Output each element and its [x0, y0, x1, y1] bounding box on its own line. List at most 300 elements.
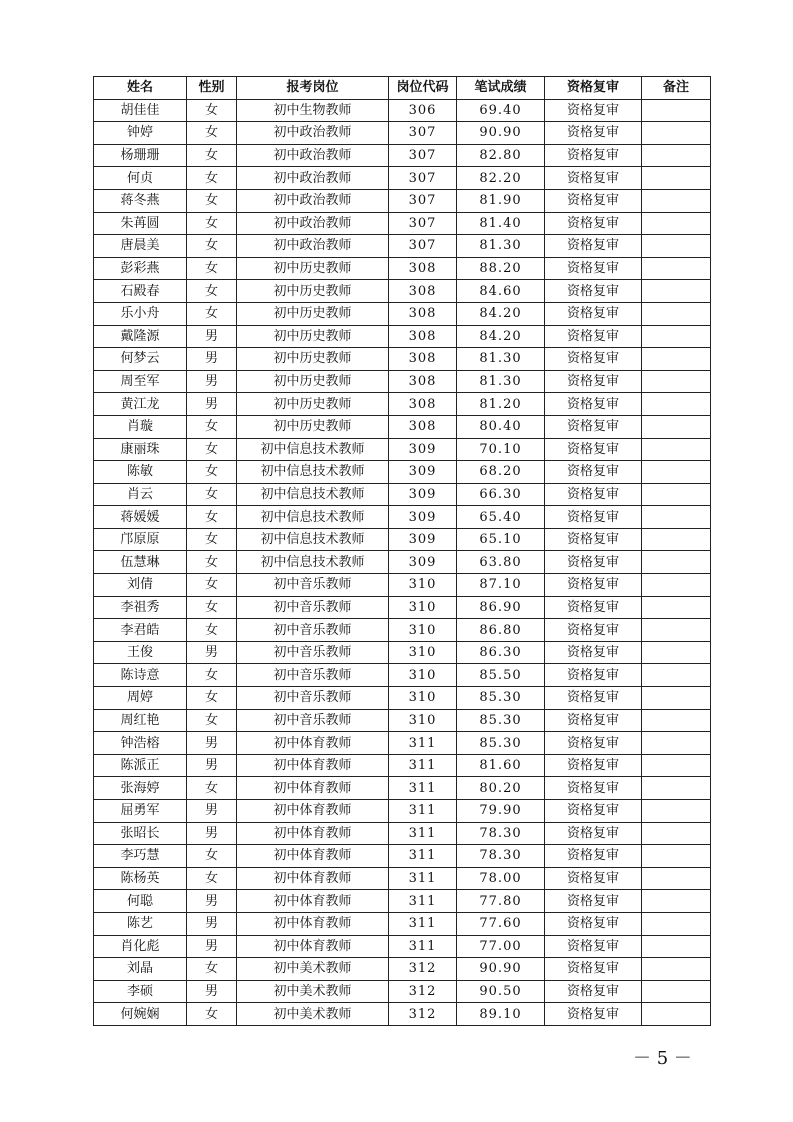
cell-remarks — [642, 867, 711, 890]
cell-name: 蒋媛媛 — [94, 506, 187, 529]
cell-position-code: 311 — [389, 732, 457, 755]
cell-position: 初中政治教师 — [237, 212, 389, 235]
table-row — [94, 845, 711, 868]
cell-position-code: 312 — [389, 958, 457, 981]
cell-remarks — [642, 483, 711, 506]
cell-remarks — [642, 99, 711, 122]
cell-gender: 女 — [187, 461, 237, 484]
cell-gender: 男 — [187, 732, 237, 755]
table-row — [94, 348, 711, 371]
cell-remarks — [642, 461, 711, 484]
cell-qualification-review: 资格复审 — [545, 99, 642, 122]
cell-remarks — [642, 167, 711, 190]
cell-remarks — [642, 302, 711, 325]
cell-qualification-review: 资格复审 — [545, 890, 642, 913]
cell-written-score: 80.20 — [457, 777, 545, 800]
cell-position-code: 309 — [389, 528, 457, 551]
cell-position-code: 309 — [389, 461, 457, 484]
cell-position-code: 312 — [389, 1003, 457, 1026]
cell-name: 屈勇军 — [94, 800, 187, 823]
cell-remarks — [642, 732, 711, 755]
cell-gender: 女 — [187, 528, 237, 551]
cell-remarks — [642, 980, 711, 1003]
cell-gender: 女 — [187, 167, 237, 190]
cell-name: 石殿春 — [94, 280, 187, 303]
cell-remarks — [642, 280, 711, 303]
cell-gender: 女 — [187, 1003, 237, 1026]
cell-written-score: 78.00 — [457, 867, 545, 890]
cell-name: 钟婷 — [94, 122, 187, 145]
cell-written-score: 85.30 — [457, 687, 545, 710]
cell-qualification-review: 资格复审 — [545, 212, 642, 235]
cell-qualification-review: 资格复审 — [545, 664, 642, 687]
table-row — [94, 596, 711, 619]
header-position-code: 岗位代码 — [389, 77, 457, 100]
cell-position: 初中政治教师 — [237, 167, 389, 190]
cell-qualification-review: 资格复审 — [545, 415, 642, 438]
cell-qualification-review: 资格复审 — [545, 822, 642, 845]
cell-name: 蒋冬燕 — [94, 189, 187, 212]
cell-gender: 女 — [187, 99, 237, 122]
cell-position: 初中信息技术教师 — [237, 551, 389, 574]
cell-name: 何聪 — [94, 890, 187, 913]
cell-position-code: 310 — [389, 596, 457, 619]
cell-qualification-review: 资格复审 — [545, 302, 642, 325]
cell-qualification-review: 资格复审 — [545, 709, 642, 732]
table-row — [94, 687, 711, 710]
cell-position: 初中音乐教师 — [237, 687, 389, 710]
cell-written-score: 81.30 — [457, 370, 545, 393]
header-remarks: 备注 — [642, 77, 711, 100]
cell-name: 彭彩燕 — [94, 257, 187, 280]
cell-remarks — [642, 687, 711, 710]
cell-written-score: 82.20 — [457, 167, 545, 190]
table-row — [94, 528, 711, 551]
cell-name: 何贞 — [94, 167, 187, 190]
cell-written-score: 81.20 — [457, 393, 545, 416]
cell-qualification-review: 资格复审 — [545, 438, 642, 461]
cell-remarks — [642, 348, 711, 371]
cell-position: 初中音乐教师 — [237, 709, 389, 732]
cell-qualification-review: 资格复审 — [545, 574, 642, 597]
cell-remarks — [642, 800, 711, 823]
cell-remarks — [642, 709, 711, 732]
cell-position-code: 307 — [389, 122, 457, 145]
table-row — [94, 257, 711, 280]
cell-gender: 男 — [187, 935, 237, 958]
cell-position: 初中音乐教师 — [237, 619, 389, 642]
cell-name: 胡佳佳 — [94, 99, 187, 122]
cell-position: 初中生物教师 — [237, 99, 389, 122]
cell-gender: 女 — [187, 506, 237, 529]
cell-written-score: 63.80 — [457, 551, 545, 574]
cell-position: 初中信息技术教师 — [237, 528, 389, 551]
cell-position-code: 310 — [389, 574, 457, 597]
cell-name: 周婷 — [94, 687, 187, 710]
cell-gender: 女 — [187, 687, 237, 710]
cell-name: 刘倩 — [94, 574, 187, 597]
cell-written-score: 78.30 — [457, 822, 545, 845]
cell-position-code: 309 — [389, 483, 457, 506]
cell-written-score: 86.90 — [457, 596, 545, 619]
cell-position: 初中政治教师 — [237, 189, 389, 212]
cell-position-code: 311 — [389, 935, 457, 958]
cell-name: 杨珊珊 — [94, 144, 187, 167]
cell-qualification-review: 资格复审 — [545, 280, 642, 303]
cell-position: 初中信息技术教师 — [237, 506, 389, 529]
cell-name: 肖璇 — [94, 415, 187, 438]
cell-remarks — [642, 641, 711, 664]
header-row — [94, 77, 711, 100]
cell-position: 初中历史教师 — [237, 393, 389, 416]
cell-position-code: 310 — [389, 687, 457, 710]
cell-position-code: 311 — [389, 845, 457, 868]
cell-gender: 女 — [187, 664, 237, 687]
cell-remarks — [642, 189, 711, 212]
cell-remarks — [642, 845, 711, 868]
table-row — [94, 574, 711, 597]
cell-name: 李巧慧 — [94, 845, 187, 868]
cell-position: 初中政治教师 — [237, 235, 389, 258]
cell-position: 初中体育教师 — [237, 935, 389, 958]
header-qualification-review: 资格复审 — [545, 77, 642, 100]
cell-qualification-review: 资格复审 — [545, 370, 642, 393]
cell-position: 初中体育教师 — [237, 912, 389, 935]
cell-gender: 女 — [187, 257, 237, 280]
cell-qualification-review: 资格复审 — [545, 980, 642, 1003]
cell-written-score: 78.30 — [457, 845, 545, 868]
cell-position: 初中美术教师 — [237, 958, 389, 981]
header-written-score: 笔试成绩 — [457, 77, 545, 100]
cell-position-code: 311 — [389, 754, 457, 777]
cell-qualification-review: 资格复审 — [545, 619, 642, 642]
cell-written-score: 89.10 — [457, 1003, 545, 1026]
cell-position: 初中美术教师 — [237, 980, 389, 1003]
cell-position-code: 308 — [389, 415, 457, 438]
table-row — [94, 144, 711, 167]
cell-name: 肖化彪 — [94, 935, 187, 958]
cell-remarks — [642, 777, 711, 800]
table-row — [94, 506, 711, 529]
table-row — [94, 551, 711, 574]
table-row — [94, 235, 711, 258]
cell-gender: 男 — [187, 393, 237, 416]
cell-position: 初中历史教师 — [237, 257, 389, 280]
cell-gender: 男 — [187, 912, 237, 935]
cell-gender: 男 — [187, 348, 237, 371]
cell-qualification-review: 资格复审 — [545, 122, 642, 145]
cell-remarks — [642, 393, 711, 416]
cell-written-score: 90.90 — [457, 958, 545, 981]
cell-position: 初中体育教师 — [237, 754, 389, 777]
cell-remarks — [642, 438, 711, 461]
cell-name: 李君皓 — [94, 619, 187, 642]
cell-name: 黄江龙 — [94, 393, 187, 416]
table-row — [94, 280, 711, 303]
cell-written-score: 85.50 — [457, 664, 545, 687]
cell-name: 周至军 — [94, 370, 187, 393]
cell-position-code: 308 — [389, 257, 457, 280]
cell-remarks — [642, 574, 711, 597]
cell-qualification-review: 资格复审 — [545, 912, 642, 935]
table-row — [94, 438, 711, 461]
cell-gender: 男 — [187, 822, 237, 845]
cell-written-score: 88.20 — [457, 257, 545, 280]
cell-name: 陈派正 — [94, 754, 187, 777]
cell-name: 乐小舟 — [94, 302, 187, 325]
cell-position-code: 308 — [389, 325, 457, 348]
cell-qualification-review: 资格复审 — [545, 393, 642, 416]
cell-name: 何梦云 — [94, 348, 187, 371]
table-row — [94, 619, 711, 642]
cell-position: 初中体育教师 — [237, 732, 389, 755]
cell-written-score: 65.40 — [457, 506, 545, 529]
cell-written-score: 84.20 — [457, 302, 545, 325]
cell-gender: 男 — [187, 370, 237, 393]
cell-position-code: 308 — [389, 370, 457, 393]
cell-qualification-review: 资格复审 — [545, 1003, 642, 1026]
cell-written-score: 85.30 — [457, 732, 545, 755]
cell-position: 初中音乐教师 — [237, 664, 389, 687]
cell-qualification-review: 资格复审 — [545, 167, 642, 190]
table-row — [94, 958, 711, 981]
cell-written-score: 80.40 — [457, 415, 545, 438]
cell-qualification-review: 资格复审 — [545, 461, 642, 484]
cell-gender: 女 — [187, 777, 237, 800]
cell-gender: 女 — [187, 212, 237, 235]
cell-written-score: 84.60 — [457, 280, 545, 303]
cell-remarks — [642, 822, 711, 845]
cell-gender: 女 — [187, 574, 237, 597]
cell-qualification-review: 资格复审 — [545, 935, 642, 958]
cell-qualification-review: 资格复审 — [545, 845, 642, 868]
cell-remarks — [642, 325, 711, 348]
cell-gender: 女 — [187, 302, 237, 325]
cell-position: 初中体育教师 — [237, 845, 389, 868]
cell-position-code: 311 — [389, 890, 457, 913]
cell-gender: 女 — [187, 189, 237, 212]
cell-name: 戴隆源 — [94, 325, 187, 348]
cell-gender: 女 — [187, 619, 237, 642]
cell-position-code: 307 — [389, 167, 457, 190]
table-row — [94, 1003, 711, 1026]
cell-gender: 男 — [187, 800, 237, 823]
cell-qualification-review: 资格复审 — [545, 189, 642, 212]
cell-position-code: 307 — [389, 212, 457, 235]
cell-written-score: 86.30 — [457, 641, 545, 664]
cell-position-code: 310 — [389, 664, 457, 687]
cell-qualification-review: 资格复审 — [545, 958, 642, 981]
cell-position: 初中信息技术教师 — [237, 483, 389, 506]
table-row — [94, 980, 711, 1003]
cell-qualification-review: 资格复审 — [545, 777, 642, 800]
cell-qualification-review: 资格复审 — [545, 800, 642, 823]
cell-written-score: 90.50 — [457, 980, 545, 1003]
cell-position-code: 311 — [389, 800, 457, 823]
cell-remarks — [642, 664, 711, 687]
table-row — [94, 935, 711, 958]
cell-remarks — [642, 144, 711, 167]
table-row — [94, 732, 711, 755]
cell-gender: 女 — [187, 596, 237, 619]
cell-position: 初中历史教师 — [237, 348, 389, 371]
cell-name: 伍慧琳 — [94, 551, 187, 574]
cell-written-score: 81.90 — [457, 189, 545, 212]
table-row — [94, 754, 711, 777]
cell-position: 初中信息技术教师 — [237, 461, 389, 484]
cell-qualification-review: 资格复审 — [545, 596, 642, 619]
cell-written-score: 90.90 — [457, 122, 545, 145]
cell-qualification-review: 资格复审 — [545, 641, 642, 664]
cell-name: 周红艳 — [94, 709, 187, 732]
header-gender: 性别 — [187, 77, 237, 100]
table-row — [94, 890, 711, 913]
cell-gender: 女 — [187, 551, 237, 574]
cell-gender: 女 — [187, 958, 237, 981]
cell-written-score: 66.30 — [457, 483, 545, 506]
cell-position: 初中体育教师 — [237, 800, 389, 823]
table-row — [94, 461, 711, 484]
cell-name: 李祖秀 — [94, 596, 187, 619]
cell-position: 初中政治教师 — [237, 122, 389, 145]
candidate-table — [93, 76, 711, 1026]
cell-position: 初中历史教师 — [237, 325, 389, 348]
cell-qualification-review: 资格复审 — [545, 754, 642, 777]
cell-position-code: 308 — [389, 393, 457, 416]
cell-written-score: 81.60 — [457, 754, 545, 777]
cell-name: 李硕 — [94, 980, 187, 1003]
cell-name: 朱苒圆 — [94, 212, 187, 235]
cell-position-code: 307 — [389, 235, 457, 258]
table-row — [94, 709, 711, 732]
table-row — [94, 800, 711, 823]
header-name: 姓名 — [94, 77, 187, 100]
cell-written-score: 77.00 — [457, 935, 545, 958]
cell-position-code: 309 — [389, 551, 457, 574]
cell-name: 刘晶 — [94, 958, 187, 981]
cell-qualification-review: 资格复审 — [545, 732, 642, 755]
page-number: － 5 － — [633, 1048, 692, 1069]
table-row — [94, 483, 711, 506]
cell-position-code: 311 — [389, 912, 457, 935]
cell-gender: 女 — [187, 845, 237, 868]
cell-position: 初中历史教师 — [237, 280, 389, 303]
cell-remarks — [642, 935, 711, 958]
cell-position: 初中体育教师 — [237, 822, 389, 845]
cell-position: 初中体育教师 — [237, 890, 389, 913]
cell-gender: 女 — [187, 709, 237, 732]
cell-remarks — [642, 754, 711, 777]
cell-position-code: 312 — [389, 980, 457, 1003]
cell-name: 邝原原 — [94, 528, 187, 551]
cell-position: 初中美术教师 — [237, 1003, 389, 1026]
cell-position: 初中政治教师 — [237, 144, 389, 167]
cell-written-score: 69.40 — [457, 99, 545, 122]
cell-remarks — [642, 122, 711, 145]
table-row — [94, 912, 711, 935]
cell-name: 肖云 — [94, 483, 187, 506]
cell-name: 陈杨英 — [94, 867, 187, 890]
header-position: 报考岗位 — [237, 77, 389, 100]
cell-name: 陈艺 — [94, 912, 187, 935]
cell-position: 初中历史教师 — [237, 370, 389, 393]
cell-remarks — [642, 257, 711, 280]
cell-name: 康丽珠 — [94, 438, 187, 461]
cell-position-code: 308 — [389, 280, 457, 303]
cell-name: 王俊 — [94, 641, 187, 664]
cell-gender: 男 — [187, 325, 237, 348]
cell-name: 唐晨美 — [94, 235, 187, 258]
cell-position: 初中体育教师 — [237, 867, 389, 890]
cell-remarks — [642, 551, 711, 574]
cell-position-code: 310 — [389, 709, 457, 732]
cell-gender: 男 — [187, 641, 237, 664]
cell-position: 初中信息技术教师 — [237, 438, 389, 461]
table-row — [94, 415, 711, 438]
cell-gender: 女 — [187, 438, 237, 461]
table-row — [94, 867, 711, 890]
cell-written-score: 82.80 — [457, 144, 545, 167]
cell-name: 钟浩榕 — [94, 732, 187, 755]
cell-gender: 女 — [187, 280, 237, 303]
cell-remarks — [642, 890, 711, 913]
cell-qualification-review: 资格复审 — [545, 144, 642, 167]
table-row — [94, 122, 711, 145]
cell-written-score: 87.10 — [457, 574, 545, 597]
cell-written-score: 81.40 — [457, 212, 545, 235]
cell-qualification-review: 资格复审 — [545, 687, 642, 710]
cell-gender: 女 — [187, 415, 237, 438]
cell-position-code: 308 — [389, 302, 457, 325]
cell-gender: 女 — [187, 483, 237, 506]
cell-position: 初中体育教师 — [237, 777, 389, 800]
cell-written-score: 79.90 — [457, 800, 545, 823]
cell-gender: 男 — [187, 980, 237, 1003]
cell-position: 初中音乐教师 — [237, 641, 389, 664]
cell-position: 初中音乐教师 — [237, 574, 389, 597]
table-row — [94, 822, 711, 845]
cell-written-score: 77.80 — [457, 890, 545, 913]
cell-remarks — [642, 235, 711, 258]
cell-gender: 女 — [187, 144, 237, 167]
cell-remarks — [642, 415, 711, 438]
table-row — [94, 99, 711, 122]
table-row — [94, 777, 711, 800]
cell-gender: 女 — [187, 235, 237, 258]
cell-written-score: 85.30 — [457, 709, 545, 732]
cell-written-score: 70.10 — [457, 438, 545, 461]
cell-qualification-review: 资格复审 — [545, 483, 642, 506]
cell-position-code: 308 — [389, 348, 457, 371]
cell-qualification-review: 资格复审 — [545, 235, 642, 258]
table-row — [94, 212, 711, 235]
table-row — [94, 664, 711, 687]
cell-remarks — [642, 1003, 711, 1026]
cell-gender: 男 — [187, 890, 237, 913]
cell-position-code: 310 — [389, 619, 457, 642]
table-header — [94, 77, 711, 100]
table-row — [94, 393, 711, 416]
cell-gender: 男 — [187, 754, 237, 777]
cell-position-code: 310 — [389, 641, 457, 664]
cell-written-score: 77.60 — [457, 912, 545, 935]
cell-position-code: 311 — [389, 867, 457, 890]
cell-name: 张海婷 — [94, 777, 187, 800]
cell-qualification-review: 资格复审 — [545, 257, 642, 280]
cell-written-score: 68.20 — [457, 461, 545, 484]
cell-position: 初中历史教师 — [237, 302, 389, 325]
table-row — [94, 189, 711, 212]
